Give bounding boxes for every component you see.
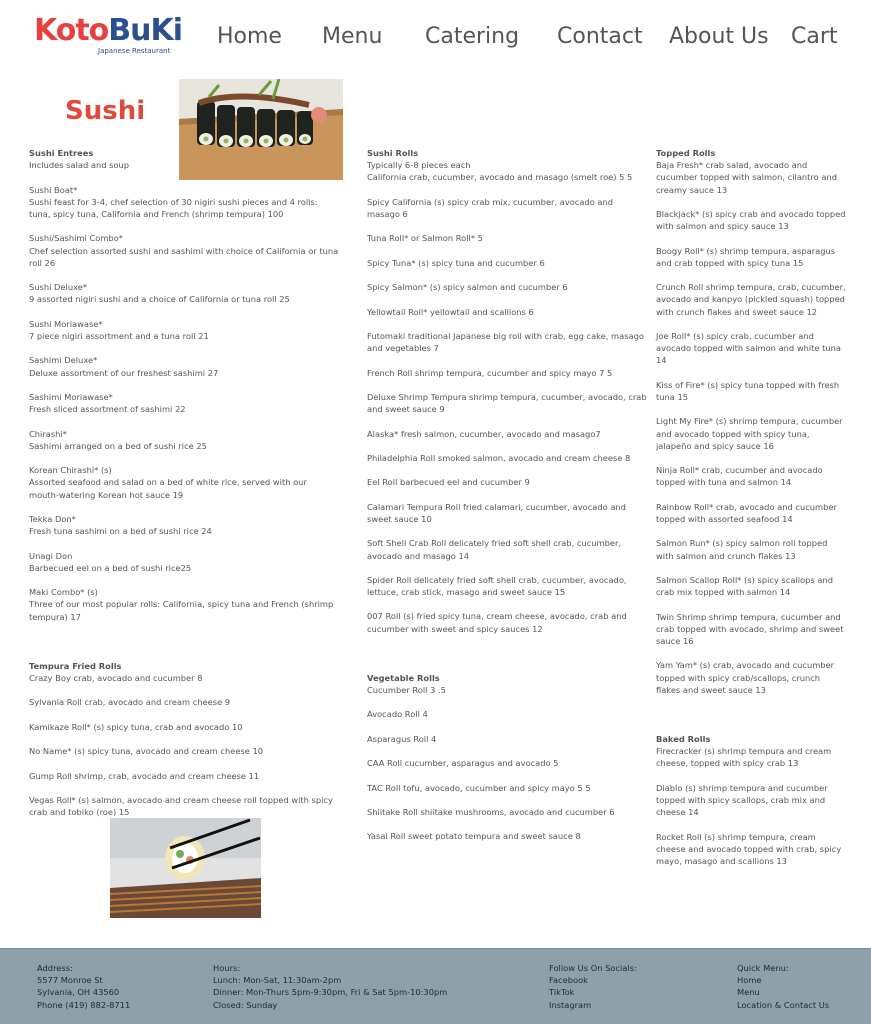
menu-item: Crunch Roll shrimp tempura, crab, cucumber, avocado and kanpyo (pickled squash) topped with crunch flakes and sweet sauce 12 (656, 282, 846, 317)
menu-item: Sashimi Moriawase* Fresh sliced assortment of sashimi 22 (29, 391, 186, 415)
main-nav (0, 24, 871, 56)
section-title-sushi-rolls: Sushi Rolls (367, 148, 419, 158)
site-footer (0, 948, 871, 1024)
menu-item: Ninja Roll* crab, cucumber and avocado topped with tuna and salmon 14 (656, 465, 823, 488)
section-title-sushi-entrees: Sushi Entrees (29, 148, 94, 158)
section-subtitle: Typically 6-8 pieces each (367, 160, 471, 171)
menu-item: Tuna Roll* or Salmon Roll* 5 (367, 233, 483, 244)
sushi-entrees-list (29, 184, 339, 623)
menu-item: French Roll shrimp tempura, cucumber and spicy mayo 7 5 (367, 367, 613, 378)
menu-item: Joe Roll* (s) spicy crab, cucumber and avocado topped with salmon and white tuna 14 (656, 330, 842, 366)
menu-item: Salmon Scallop Roll* (s) spicy scallops and crab mix topped with salmon 14 (656, 574, 834, 598)
tiktok-link[interactable]: TikTok (549, 987, 575, 998)
menu-item: Maki Combo* (s) Three of our most popular rolls: California, spicy tuna and French (shrimp tempura) 17 (29, 587, 334, 622)
menu-item: TAC Roll tofu, avocado, cucumber and spicy mayo 5 5 (367, 782, 591, 793)
menu-column-right (656, 147, 846, 867)
menu-item: Blackjack* (s) spicy crab and avocado topped with salmon and spicy sauce 13 (656, 209, 846, 232)
page-title: Sushi (65, 96, 146, 126)
footer-city: Sylvania, OH 43560 (37, 987, 120, 998)
menu-item: Futomaki traditional Japanese big roll with crab, egg cake, masago and vegetables 7 (367, 330, 644, 354)
section-title-baked-rolls: Baked Rolls (656, 733, 711, 744)
menu-item: Vegas Roll* (s) salmon, avocado and cream cheese roll topped with spicy crab and tobiko (roe) 15 (29, 794, 333, 818)
menu-item: Shiitake Roll shiitake mushrooms, avocado and cucumber 6 (367, 807, 615, 818)
menu-item: Sushi Moriawase* 7 piece nigiri assortment and a tuna roll 21 (29, 318, 209, 341)
site-header (0, 0, 871, 75)
menu-item: Boogy Roll* (s) shrimp tempura, asparagus and crab topped with spicy tuna 15 (656, 245, 836, 268)
menu-item: Eel Roll barbecued eel and cucumber 9 (367, 477, 530, 488)
logo-tagline: Japanese Restaurant (98, 47, 171, 55)
section-title-vegetable-rolls: Vegetable Rolls (367, 672, 440, 683)
menu-item: Kiss of Fire* (s) spicy tuna topped with fresh tuna 15 (656, 379, 840, 402)
footer-address (37, 962, 130, 1011)
nav-home[interactable]: Home (217, 24, 282, 49)
nav-about-us[interactable]: About Us (669, 24, 769, 49)
nav-contact[interactable]: Contact (557, 24, 643, 49)
menu-item: Spicy Tuna* (s) spicy tuna and cucumber 6 (367, 257, 545, 268)
menu-item: Crazy Boy crab, avocado and cucumber 8 (29, 672, 203, 683)
footer-link-menu[interactable]: Menu (737, 987, 760, 998)
sushi-chopsticks-photo (110, 818, 261, 918)
footer-socials (549, 962, 637, 1011)
menu-item: Rainbow Roll* crab, avocado and cucumber topped with assorted seafood 14 (656, 501, 837, 524)
menu-item: Spicy Salmon* (s) spicy salmon and cucumber 6 (367, 282, 568, 293)
menu-item: Sylvania Roll crab, avocado and cream cheese 9 (29, 697, 231, 708)
menu-item: Rocket Roll (s) shrimp tempura, cream cheese and avocado topped with crab, spicy mayo, masago and scallions 13 (656, 831, 842, 866)
menu-item: Salmon Run* (s) spicy salmon roll topped with salmon and crunch flakes 13 (656, 538, 828, 561)
baked-rolls-list (656, 782, 846, 867)
topped-rolls-list (656, 208, 846, 696)
menu-item: Korean Chirashi* (s) Assorted seafood and salad on a bed of white rice, served with our mouth-watering Korean hot sauce 19 (29, 465, 307, 500)
nav-menu[interactable]: Menu (322, 24, 383, 49)
menu-item: Asparagus Roll 4 (367, 733, 437, 744)
menu-item: Deluxe Shrimp Tempura shrimp tempura, cucumber, avocado, crab and sweet sauce 9 (367, 391, 647, 415)
footer-quick-menu (737, 962, 829, 1011)
menu-item: Unagi Don Barbecued eel on a bed of sushi rice25 (29, 550, 192, 573)
footer-hours-lunch: Lunch: Mon-Sat, 11:30am-2pm (213, 975, 342, 986)
section-title-tempura-fried-rolls: Tempura Fried Rolls (29, 660, 122, 671)
menu-item: Sushi Boat* Sushi feast for 3-4, chef selection of 30 nigiri sushi pieces and 4 rolls: tuna, spicy tuna, California and French (shrimp tempura) 100 (29, 184, 318, 219)
menu-item: Cucumber Roll 3 .5 (367, 685, 446, 696)
menu-item: California crab, cucumber, avocado and masago (smelt roe) 5 5 (367, 172, 633, 183)
logo-word-part1: Koto (34, 13, 109, 48)
menu-item: Alaska* fresh salmon, cucumber, avocado and masago7 (367, 428, 601, 439)
footer-hours (213, 962, 447, 1011)
menu-item: Kamikaze Roll* (s) spicy tuna, crab and avocado 10 (29, 721, 243, 732)
menu-item: Calamari Tempura Roll fried calamari, cucumber, avocado and sweet sauce 10 (367, 501, 626, 524)
footer-street: 5577 Monroe St (37, 975, 103, 986)
menu-item: Firecracker (s) shrimp tempura and cream cheese, topped with spicy crab 13 (656, 746, 832, 769)
menu-column-left (29, 147, 339, 818)
footer-socials-label: Follow Us On Socials: (549, 963, 637, 973)
menu-column-middle (367, 147, 647, 843)
footer-link-location-contact[interactable]: Location & Contact Us (737, 999, 830, 1010)
menu-item: Light My Fire* (s) shrimp tempura, cucumber and avocado topped with spicy tuna, jalapeño and spicy sauce 16 (656, 416, 843, 451)
facebook-link[interactable]: Facebook (549, 975, 588, 986)
menu-item: Diablo (s) shrimp tempura and cucumber topped with spicy scallops, crab mix and cheese 14 (656, 782, 828, 818)
menu-item: Baja Fresh* crab salad, avocado and cucumber topped with salmon, cilantro and creamy sauce 13 (656, 160, 837, 195)
menu-item: Philadelphia Roll smoked salmon, avocado and cream cheese 8 (367, 452, 631, 463)
footer-phone: Phone (419) 882-8711 (37, 999, 131, 1010)
menu-item: Sushi Deluxe* 9 assorted nigiri sushi and a choice of California or tuna roll 25 (29, 282, 290, 305)
menu-item: CAA Roll cucumber, asparagus and avocado 5 (367, 758, 559, 769)
menu-item: Twin Shrimp shrimp tempura, cucumber and crab topped with avocado, shrimp and sweet sauce 16 (656, 611, 844, 646)
footer-hours-closed: Closed: Sunday (213, 999, 278, 1010)
menu-item: Chirashi* Sashimi arranged on a bed of sushi rice 25 (29, 428, 207, 451)
menu-item: Yam Yam* (s) crab, avocado and cucumber topped with spicy crab/scallops, crunch flakes and sweet sauce 13 (656, 660, 835, 695)
footer-hours-label: Hours: (213, 963, 241, 973)
section-title-topped-rolls: Topped Rolls (656, 148, 716, 158)
menu-item: Soft Shell Crab Roll delicately fried soft shell crab, cucumber, avocado and masago 14 (367, 538, 622, 561)
footer-address-label: Address: (37, 963, 73, 973)
menu-item: Sushi/Sashimi Combo* Chef selection assorted sushi and sashimi with choice of California or tuna roll 26 (29, 233, 339, 268)
nav-catering[interactable]: Catering (425, 24, 520, 49)
menu-item: Sashimi Deluxe* Deluxe assortment of our freshest sashimi 27 (29, 355, 219, 378)
menu-item: Spicy California (s) spicy crab mix, cucumber, avocado and masago 6 (367, 196, 614, 219)
footer-quick-menu-label: Quick Menu: (737, 963, 789, 973)
instagram-link[interactable]: Instagram (549, 999, 592, 1010)
menu-item: Avocado Roll 4 (367, 709, 428, 720)
menu-item: Tekka Don* Fresh tuna sashimi on a bed of sushi rice 24 (29, 513, 212, 537)
menu-item: Yellowtail Roll* yellowtail and scallions 6 (367, 306, 534, 317)
nav-cart[interactable]: Cart (791, 24, 838, 49)
menu-item: Spider Roll delicately fried soft shell crab, cucumber, avocado, lettuce, crab stick, masago and sweet sauce 15 (367, 574, 627, 598)
menu-item: Gump Roll shrimp, crab, avocado and cream cheese 11 (29, 770, 260, 781)
tempura-rolls-list (29, 672, 339, 818)
footer-link-home[interactable]: Home (737, 975, 762, 986)
logo-word-part2: BuKi (108, 13, 183, 48)
menu-item: 007 Roll (s) fried spicy tuna, cream cheese, avocado, crab and cucumber with sweet and spicy sauces 12 (367, 611, 627, 634)
section-subtitle: Includes salad and soup (29, 160, 130, 171)
menu-item: No Name* (s) spicy tuna, avocado and cream cheese 10 (29, 746, 264, 757)
menu-item: Yasai Roll sweet potato tempura and sweet sauce 8 (367, 831, 581, 842)
footer-hours-dinner: Dinner: Mon-Thurs 5pm-9:30pm, Fri & Sat 5pm-10:30pm (213, 987, 448, 998)
sushi-rolls-list (367, 196, 647, 635)
vegetable-rolls-list (367, 708, 647, 842)
